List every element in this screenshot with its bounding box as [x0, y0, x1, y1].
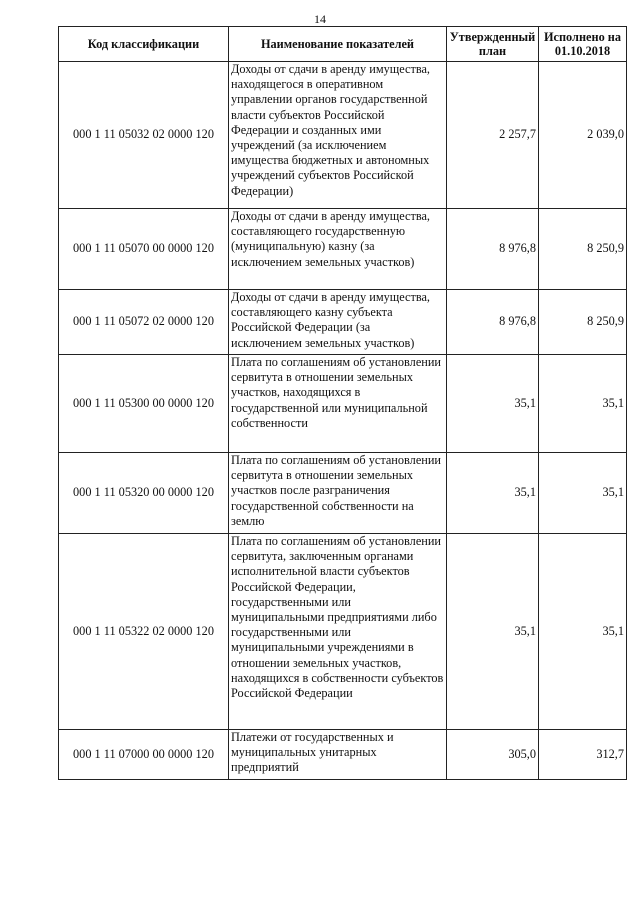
table-row — [59, 62, 627, 209]
row-executed: 35,1 — [539, 453, 627, 534]
row-plan: 8 976,8 — [447, 209, 539, 290]
header-code: Код классификации — [59, 27, 229, 62]
header-plan: Утвержденный план — [447, 27, 539, 62]
row-name: Доходы от сдачи в аренду имущества, составляющего государственную (муниципальную) казну (за исключением земельных участков) — [229, 209, 447, 290]
page-number: 14 — [314, 12, 326, 26]
row-executed: 8 250,9 — [539, 290, 627, 355]
row-executed: 312,7 — [539, 730, 627, 780]
table-row — [59, 453, 627, 534]
table-row — [59, 290, 627, 355]
row-name: Плата по соглашениям об установлении сервитута в отношении земельных участков, находящихся в государственной или муниципальной собственности — [229, 355, 447, 453]
row-code: 000 1 11 05032 02 0000 120 — [59, 62, 229, 209]
row-code: 000 1 11 05300 00 0000 120 — [59, 355, 229, 453]
row-code: 000 1 11 05322 02 0000 120 — [59, 534, 229, 730]
table-row — [59, 209, 627, 290]
header-name: Наименование показателей — [229, 27, 447, 62]
table-row — [59, 730, 627, 780]
table-header-row — [59, 27, 627, 62]
row-code: 000 1 11 05320 00 0000 120 — [59, 453, 229, 534]
row-plan: 8 976,8 — [447, 290, 539, 355]
row-name: Плата по соглашениям об установлении сервитута в отношении земельных участков после разграничения государственной собственности на землю — [229, 453, 447, 534]
table-row — [59, 355, 627, 453]
row-name: Доходы от сдачи в аренду имущества, находящегося в оперативном управлении органов государственной власти субъектов Российской Федерации и созданных ими учреждений (за исключением имущества бюджетных и автономных учреждений субъектов Российской Федерации) — [229, 62, 447, 209]
row-code: 000 1 11 07000 00 0000 120 — [59, 730, 229, 780]
table-row — [59, 534, 627, 730]
row-name: Доходы от сдачи в аренду имущества, составляющего казну субъекта Российской Федерации (за исключением земельных участков) — [229, 290, 447, 355]
revenue-table — [58, 26, 627, 780]
row-name: Платежи от государственных и муниципальных унитарных предприятий — [229, 730, 447, 780]
row-plan: 35,1 — [447, 534, 539, 730]
row-plan: 35,1 — [447, 355, 539, 453]
row-code: 000 1 11 05072 02 0000 120 — [59, 290, 229, 355]
row-executed: 2 039,0 — [539, 62, 627, 209]
row-name: Плата по соглашениям об установлении сервитута, заключенным органами исполнительной власти субъектов Российской Федерации, государственными или муниципальными предприятиями либо государственными или муниципальными учреждениями в отношении земельных участков, находящихся в собственности субъектов Российской Федерации — [229, 534, 447, 730]
header-executed: Исполнено на 01.10.2018 — [539, 27, 627, 62]
row-plan: 2 257,7 — [447, 62, 539, 209]
row-plan: 35,1 — [447, 453, 539, 534]
row-executed: 35,1 — [539, 534, 627, 730]
row-executed: 8 250,9 — [539, 209, 627, 290]
row-code: 000 1 11 05070 00 0000 120 — [59, 209, 229, 290]
row-executed: 35,1 — [539, 355, 627, 453]
row-plan: 305,0 — [447, 730, 539, 780]
